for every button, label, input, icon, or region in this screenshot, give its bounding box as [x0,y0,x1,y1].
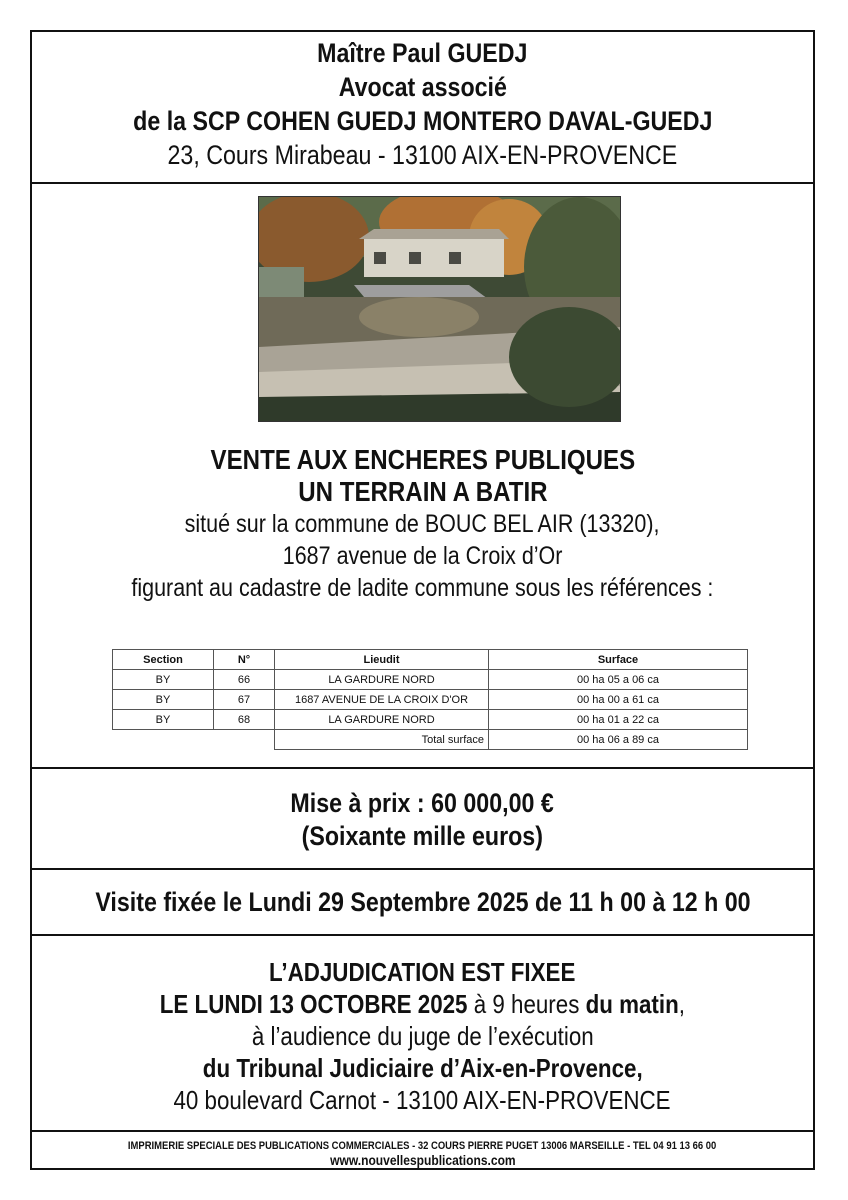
total-label: Total surface [275,730,489,750]
table-header-row [113,650,748,670]
cell-lieudit: LA GARDURE NORD [275,670,489,690]
total-value: 00 ha 06 a 89 ca [489,730,748,750]
starting-price: Mise à prix : 60 000,00 € [290,788,555,818]
table-row [113,670,748,690]
table-row [113,710,748,730]
cell-surface: 00 ha 05 a 06 ca [489,670,748,690]
sale-street: 1687 avenue de la Croix d’Or [282,542,563,570]
property-photo [258,196,621,422]
visit-section [32,870,813,936]
hearing-info: à l’audience du juge de l’exécution [251,1021,594,1051]
court-name: du Tribunal Judiciaire d’Aix-en-Provence, [202,1053,643,1083]
cell-section: BY [113,710,214,730]
sale-description [32,444,813,604]
adjudication-time: à 9 heures [467,989,586,1019]
adjudication-date [160,988,685,1020]
sale-title: VENTE AUX ENCHERES PUBLIQUES [210,444,635,475]
cell-lieudit: 1687 AVENUE DE LA CROIX D'OR [275,690,489,710]
header-surface: Surface [489,650,748,670]
cell-section: BY [113,670,214,690]
header-number: N° [214,650,275,670]
header-section: Section [113,650,214,670]
adjudication-date-bold: LE LUNDI 13 OCTOBRE 2025 [159,989,468,1019]
cell-section: BY [113,690,214,710]
cadastre-table [112,649,748,750]
adjudication-comma: , [678,989,686,1019]
lawyer-role: Avocat associé [338,72,507,102]
website-link[interactable]: www.nouvellespublications.com [329,1152,516,1168]
header-lieudit: Lieudit [275,650,489,670]
table-row [113,690,748,710]
cell-surface: 00 ha 01 a 22 ca [489,710,748,730]
cell-lieudit: LA GARDURE NORD [275,710,489,730]
printer-footer [32,1132,813,1170]
cell-number: 66 [214,670,275,690]
sale-section [32,184,813,769]
sale-location: situé sur la commune de BOUC BEL AIR (13320), [185,510,660,538]
cell-surface: 00 ha 00 a 61 ca [489,690,748,710]
court-address: 40 boulevard Carnot - 13100 AIX-EN-PROVENCE [173,1085,672,1115]
cell-number: 67 [214,690,275,710]
printer-info: IMPRIMERIE SPECIALE DES PUBLICATIONS COMMERCIALES - 32 COURS PIERRE PUGET 13006 MARSEILLE - TEL 04 91 13 66 00 [128,1140,717,1152]
adjudication-section [32,936,813,1132]
lawyer-name: Maître Paul GUEDJ [317,38,528,68]
price-in-words: (Soixante mille euros) [301,821,544,851]
notice-frame [30,30,815,1170]
firm-address: 23, Cours Mirabeau - 13100 AIX-EN-PROVENCE [167,140,678,170]
table-total-row [113,730,748,750]
sale-object: UN TERRAIN A BATIR [297,476,548,507]
adjudication-title: L’ADJUDICATION EST FIXEE [269,957,576,987]
cell-number: 68 [214,710,275,730]
law-firm: de la SCP COHEN GUEDJ MONTERO DAVAL-GUEDJ [132,106,713,136]
lawyer-header [32,32,813,184]
adjudication-time-bold: du matin [585,989,679,1019]
visit-date: Visite fixée le Lundi 29 Septembre 2025 de 11 h 00 à 12 h 00 [94,887,751,917]
cadastre-intro: figurant au cadastre de ladite commune sous les références : [131,574,714,602]
price-section [32,769,813,870]
